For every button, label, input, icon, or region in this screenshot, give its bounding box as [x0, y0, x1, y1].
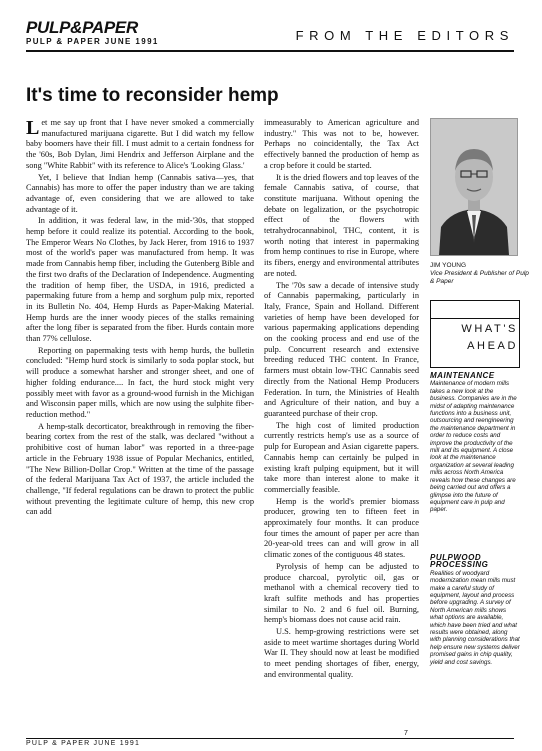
footer-issue: PULP & PAPER JUNE 1991	[26, 740, 141, 747]
paragraph-text: et me say up front that I have never smoked a commercially manufactured marijuana cigarette. But I did watch my fellow baby boomers have their fill. I must admit to a certain fondness for the '60s, Bob Dylan, Jimi Hendrix and Jefferson Airplane and the song "White Rabbit" with its reference to Alice's 'Looking Glass.'	[26, 118, 254, 170]
paragraph: In addition, it was federal law, in the mid-'30s, that stopped hemp before it could realize its potential. According to the book, The Emperor Wears No Clothes, by Jack Herer, from 1916 to 1937 most of the world's paper was manufactured from hemp. It was made from Cannabis hemp fiber, including the Gutenberg Bible and the first two drafts of the Declaration of Independence. Augmenting the tradition of hemp fiber, the USDA, in 1916, predicted a papermaking future from a hemp and sorghum pulp mix, reported in its Bulletin No. 404, Hemp Hurds as Paper-Making Material. Hemp hurds are the inner woody pieces of the stalks remaining after the long fiber is separated from the fiber. Hurds contain more than 77% cellulose.	[26, 216, 254, 344]
whats-ahead-heading-2: AHEAD	[467, 340, 518, 352]
article-title: It's time to reconsider hemp	[26, 85, 279, 106]
paragraph: U.S. hemp-growing restrictions were set aside to meet wartime shortages during World War II. They should now at least be modified to meet pending shortages of fiber, energy, and environmental quality.	[264, 627, 419, 679]
whats-ahead-rule	[430, 318, 519, 319]
whats-ahead-heading: WHAT'S	[461, 323, 518, 335]
sidebar-text: Maintenance of modern mills takes a new look at the business. Companies are in the midst of adapting maintenance functions into a business unit, outsourcing and reengineering the maintenance department in order to reduce costs and improve the productivity of the mill and its equipment. A close look at the maintenance organization at several leading mills across North America reveals how these changes are being carried out and offers a glimpse into the future of equipment care in pulp and paper.	[430, 380, 517, 514]
sidebar-kicker: PULPWOOD PROCESSING	[430, 553, 489, 570]
sidebar-item-maintenance	[430, 372, 520, 514]
paragraph	[26, 118, 254, 172]
paragraph: It is the dried flowers and top leaves of the female Cannabis sativa, of course, that constitute marijuana. Without opening the debate on legalization, or the psychotropic effect of the flowers with tetrahydrocannabinol, THC, content, it is worth noting that interest in papermaking from hemp continues to rise in Europe, where its fibers, energy and environmental attributes are noted.	[264, 172, 419, 278]
section-heading: FROM THE EDITORS	[295, 28, 514, 43]
article-column-1	[26, 118, 254, 519]
header-rule	[26, 50, 514, 52]
paragraph: Reporting on papermaking tests with hemp hurds, the bulletin concluded: "Hemp hurd stock is similarly to soda poplar stock, but will produce a somewhat harsher and stronger sheet, and one of higher folding endurance.... In fact, the hurd stock might very possibly meet with favor as a ground-wood furnish in the Michigan and Wisconsin paper mills, which are now using the sulphite fiber-reduction method."	[26, 345, 254, 419]
sidebar-kicker: MAINTENANCE	[430, 371, 495, 380]
photo-caption	[430, 262, 530, 286]
caption-role: Vice President & Publisher of Pulp & Paper	[430, 270, 529, 285]
drop-cap: L	[26, 117, 40, 139]
sidebar-item-pulpwood	[430, 554, 520, 666]
caption-name: JIM YOUNG	[430, 262, 466, 269]
issue-line: PULP & PAPER JUNE 1991	[26, 37, 159, 46]
paragraph: The high cost of limited production currently restricts hemp's use as a source of pulp for European and Asian cigarette papers. Cannabis hemp can certainly be pulped in existing kraft pulping equipment, but it will take more than interest alone to make it commercially feasible.	[264, 420, 419, 494]
paragraph: Hemp is the world's premier biomass producer, growing ten to fifteen feet in approximately four months. It can produce four times the amount of paper per acre than 20-year-old trees can and will grow in all climatic zones of the contiguous 48 states.	[264, 496, 419, 560]
page-number: 7	[404, 730, 408, 737]
portrait-image	[431, 119, 517, 255]
magazine-logo: PULP&PAPER	[26, 18, 138, 37]
paragraph: The '70s saw a decade of intensive study of Cannabis papermaking, particularly in Italy, France, Spain and Holland. Different varieties of hemp have been developed for various papermaking applications depending on the cooking process and end use of the pulp. Concurrent research and extensive breeding reduced THC content. In France, farmers must obtain low-THC Cannabis seed directly from the National Hemp Producers Federation. In turn, the Ministries of Health and Agriculture of their nation, and buy a guaranteed purchase of their crop.	[264, 280, 419, 418]
paragraph: Yet, I believe that Indian hemp (Cannabis sativa—yes, that Cannabis) has more to offer the paper industry than we are taking advantage of, even considering that we are allowed to take advantage of it.	[26, 172, 254, 214]
sidebar-text: Realities of woodyard modernization mean mills must make a careful study of equipment, layout and process before upgrading. A survey of North American mills shows what options are available, which have been tried and what results were obtained, along with planning considerations that help ensure new systems deliver promised gains in chip quality, yield and cost savings.	[430, 569, 520, 666]
footer-rule	[26, 738, 514, 739]
paragraph: A hemp-stalk decorticator, breakthrough in removing the fiber-bearing cortex from the rest of the stalk, was declared "without a prohibitive cost of human labor" was reported in a three-page article in the February 1938 issue of Popular Mechanics, entitled, "The New Billion-Dollar Crop." Written at the time of the passage of the federal Marijuana Tax Act of 1937, the article included the challenge, "If federal regulations can be drawn to protect the public without preventing the legitimate culture of hemp, this new crop can add	[26, 421, 254, 517]
author-photo	[430, 118, 518, 256]
paragraph: Pyrolysis of hemp can be adjusted to produce charcoal, pyrolytic oil, gas or methanol with a chemical recovery tied to kraft sulfite methods and has properties similar to No. 2 and 6 fuel oil. Burning, hemp's biomass does not cause acid rain.	[264, 561, 419, 625]
paragraph: immeasurably to American agriculture and industry." This was not to be, however. Perhaps no coincidentally, the Tax Act effectively banned the production of hemp as a crop before it could be started.	[264, 118, 419, 170]
article-column-2	[264, 118, 419, 682]
